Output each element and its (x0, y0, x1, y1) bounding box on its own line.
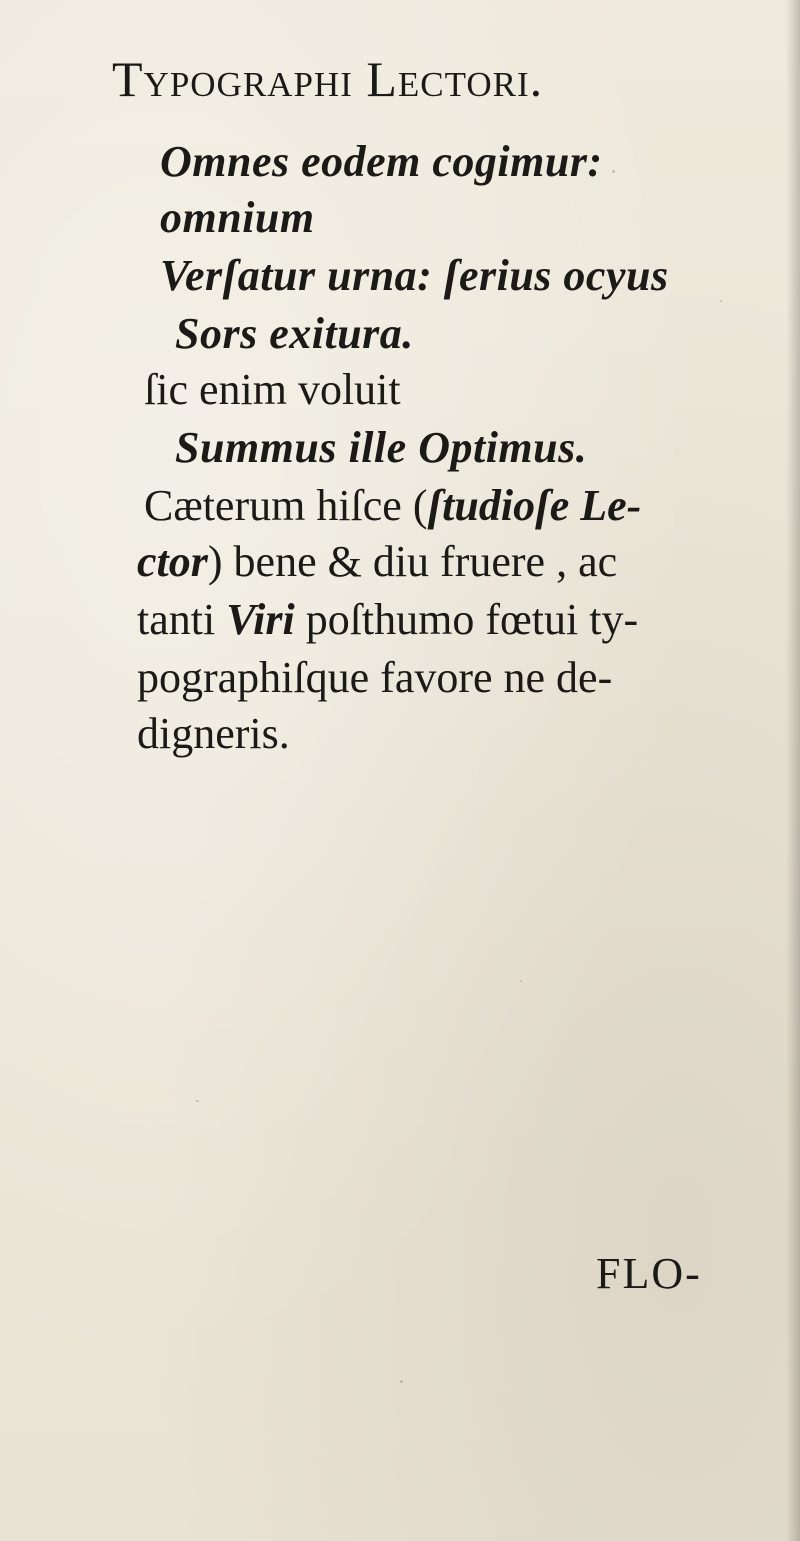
paper-speck (400, 1380, 403, 1383)
paragraph-text: Cæterum hiſce ( (144, 481, 428, 530)
verse-line-2: omnium (160, 193, 315, 242)
paragraph-text: ) bene & diu fruere , ac (207, 537, 618, 586)
paragraph-line-2 (137, 537, 618, 586)
paragraph-line-4: pographiſque favore ne de- (137, 653, 613, 702)
paragraph-text: poſthumo fœtui ty- (294, 595, 639, 644)
paper-speck (720, 300, 722, 302)
page-edge-shadow (786, 0, 800, 1541)
paper-speck (612, 170, 615, 173)
verse-line-3: Verſatur urna: ſerius ocyus (160, 251, 669, 300)
line-summus: Summus ille Optimus. (175, 423, 588, 472)
paragraph-line-3 (137, 595, 639, 644)
paper-speck (196, 1100, 199, 1102)
catchword: FLO- (596, 1249, 702, 1298)
paragraph-line-1 (144, 481, 642, 530)
paragraph-italic: ctor (137, 537, 208, 586)
paper-speck (520, 980, 522, 982)
page-heading: Typographi Lectori. (112, 51, 544, 107)
verse-line-4: Sors exitura. (175, 309, 414, 358)
paragraph-line-5: digneris. (137, 709, 290, 758)
paragraph-italic: ſtudioſe Le- (427, 481, 642, 530)
line-sic-enim: ſic enim voluit (144, 365, 401, 414)
paragraph-text: tanti (137, 595, 227, 644)
verse-line-1: Omnes eodem cogimur: (160, 137, 603, 186)
paragraph-italic: Viri (226, 595, 295, 644)
